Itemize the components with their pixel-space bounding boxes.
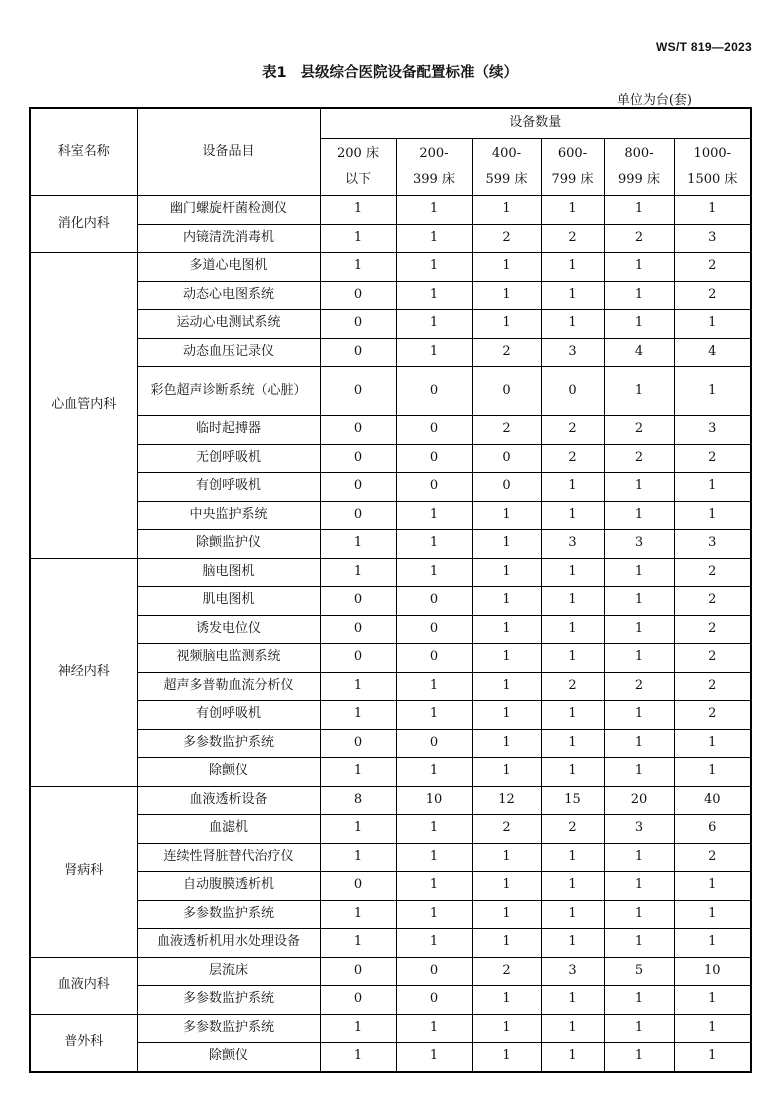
item-cell: 彩色超声诊断系统（心脏） xyxy=(137,367,320,416)
qty-cell: 1 xyxy=(472,843,541,872)
qty-cell: 0 xyxy=(320,957,396,986)
table-row xyxy=(30,701,751,730)
table-row xyxy=(30,1043,751,1072)
table-row xyxy=(30,957,751,986)
qty-cell: 2 xyxy=(541,815,604,844)
qty-cell: 1 xyxy=(396,310,472,339)
qty-cell: 0 xyxy=(320,501,396,530)
table-row xyxy=(30,872,751,901)
table-row xyxy=(30,501,751,530)
qty-cell: 1 xyxy=(396,843,472,872)
qty-cell: 2 xyxy=(472,416,541,445)
qty-cell: 1 xyxy=(396,900,472,929)
qty-cell: 0 xyxy=(396,615,472,644)
qty-cell: 1 xyxy=(604,758,674,787)
qty-cell: 3 xyxy=(604,815,674,844)
table-title xyxy=(0,61,780,82)
qty-cell: 10 xyxy=(396,786,472,815)
qty-cell: 1 xyxy=(674,929,751,958)
qty-cell: 12 xyxy=(472,786,541,815)
item-cell: 运动心电测试系统 xyxy=(137,310,320,339)
qty-cell: 0 xyxy=(320,587,396,616)
qty-cell: 2 xyxy=(674,253,751,282)
qty-cell: 0 xyxy=(396,957,472,986)
qty-cell: 0 xyxy=(320,444,396,473)
qty-cell: 0 xyxy=(396,644,472,673)
qty-cell: 1 xyxy=(396,224,472,253)
table-row xyxy=(30,338,751,367)
qty-cell: 3 xyxy=(674,224,751,253)
header-beds-line: 600- xyxy=(557,146,588,161)
table-row xyxy=(30,786,751,815)
qty-cell: 1 xyxy=(604,701,674,730)
qty-cell: 2 xyxy=(674,558,751,587)
qty-cell: 2 xyxy=(604,672,674,701)
qty-cell: 2 xyxy=(674,587,751,616)
header-beds-line: 1500 床 xyxy=(687,172,738,187)
qty-cell: 6 xyxy=(674,815,751,844)
qty-cell: 2 xyxy=(604,224,674,253)
qty-cell: 2 xyxy=(541,224,604,253)
qty-cell: 10 xyxy=(674,957,751,986)
qty-cell: 1 xyxy=(541,1043,604,1072)
header-beds-line: 1000- xyxy=(693,146,732,161)
qty-cell: 3 xyxy=(541,957,604,986)
item-cell: 临时起搏器 xyxy=(137,416,320,445)
table-body xyxy=(30,196,751,1072)
qty-cell: 1 xyxy=(396,338,472,367)
qty-cell: 1 xyxy=(472,986,541,1015)
qty-cell: 0 xyxy=(320,644,396,673)
qty-cell: 1 xyxy=(604,558,674,587)
qty-cell: 1 xyxy=(541,929,604,958)
qty-cell: 1 xyxy=(604,729,674,758)
qty-cell: 1 xyxy=(472,872,541,901)
qty-cell: 2 xyxy=(604,416,674,445)
qty-cell: 1 xyxy=(320,530,396,559)
qty-cell: 1 xyxy=(396,929,472,958)
item-cell: 无创呼吸机 xyxy=(137,444,320,473)
header-item: 设备品目 xyxy=(137,108,320,196)
qty-cell: 1 xyxy=(396,815,472,844)
qty-cell: 1 xyxy=(396,196,472,225)
dept-cell: 血液内科 xyxy=(30,957,137,1014)
qty-cell: 1 xyxy=(604,843,674,872)
qty-cell: 1 xyxy=(320,900,396,929)
qty-cell: 1 xyxy=(674,872,751,901)
item-cell: 视频脑电监测系统 xyxy=(137,644,320,673)
qty-cell: 1 xyxy=(604,644,674,673)
qty-cell: 1 xyxy=(541,558,604,587)
qty-cell: 15 xyxy=(541,786,604,815)
dept-cell: 普外科 xyxy=(30,1014,137,1072)
qty-cell: 0 xyxy=(396,444,472,473)
qty-cell: 8 xyxy=(320,786,396,815)
qty-cell: 1 xyxy=(604,501,674,530)
table-title-text: 县级综合医院设备配置标准（续） xyxy=(300,65,519,81)
header-beds-line: 200 床 xyxy=(337,146,379,161)
qty-cell: 1 xyxy=(541,644,604,673)
qty-cell: 1 xyxy=(472,900,541,929)
qty-cell: 1 xyxy=(472,929,541,958)
qty-cell: 1 xyxy=(541,615,604,644)
qty-cell: 1 xyxy=(472,281,541,310)
qty-cell: 1 xyxy=(320,1043,396,1072)
table-row xyxy=(30,615,751,644)
equipment-table xyxy=(29,107,752,1073)
header-beds-1 xyxy=(320,139,396,196)
table-row xyxy=(30,815,751,844)
qty-cell: 1 xyxy=(320,758,396,787)
qty-cell: 0 xyxy=(320,310,396,339)
dept-cell: 肾病科 xyxy=(30,786,137,957)
item-cell: 除颤仪 xyxy=(137,758,320,787)
qty-cell: 1 xyxy=(674,473,751,502)
qty-cell: 1 xyxy=(472,253,541,282)
qty-cell: 1 xyxy=(541,310,604,339)
qty-cell: 0 xyxy=(472,473,541,502)
qty-cell: 1 xyxy=(320,1014,396,1043)
qty-cell: 1 xyxy=(396,1014,472,1043)
qty-cell: 2 xyxy=(674,701,751,730)
qty-cell: 3 xyxy=(674,416,751,445)
qty-cell: 1 xyxy=(674,196,751,225)
item-cell: 连续性肾脏替代治疗仪 xyxy=(137,843,320,872)
header-beds-6 xyxy=(674,139,751,196)
qty-cell: 1 xyxy=(320,253,396,282)
table-row xyxy=(30,900,751,929)
qty-cell: 1 xyxy=(396,530,472,559)
item-cell: 多道心电图机 xyxy=(137,253,320,282)
qty-cell: 1 xyxy=(541,1014,604,1043)
header-beds-5 xyxy=(604,139,674,196)
header-beds-3 xyxy=(472,139,541,196)
qty-cell: 1 xyxy=(396,672,472,701)
table-row xyxy=(30,473,751,502)
qty-cell: 1 xyxy=(320,701,396,730)
qty-cell: 0 xyxy=(396,416,472,445)
header-beds-line: 999 床 xyxy=(618,172,660,187)
item-cell: 有创呼吸机 xyxy=(137,701,320,730)
table-row xyxy=(30,196,751,225)
qty-cell: 0 xyxy=(396,367,472,416)
item-cell: 层流床 xyxy=(137,957,320,986)
item-cell: 肌电图机 xyxy=(137,587,320,616)
header-beds-line: 400- xyxy=(491,146,522,161)
qty-cell: 1 xyxy=(541,473,604,502)
qty-cell: 2 xyxy=(674,644,751,673)
header-dept: 科室名称 xyxy=(30,108,137,196)
qty-cell: 1 xyxy=(541,196,604,225)
qty-cell: 2 xyxy=(674,672,751,701)
qty-cell: 1 xyxy=(674,1014,751,1043)
table-row xyxy=(30,444,751,473)
item-cell: 多参数监护系统 xyxy=(137,729,320,758)
qty-cell: 1 xyxy=(674,986,751,1015)
qty-cell: 1 xyxy=(674,758,751,787)
item-cell: 诱发电位仪 xyxy=(137,615,320,644)
qty-cell: 1 xyxy=(604,281,674,310)
qty-cell: 2 xyxy=(472,338,541,367)
table-row xyxy=(30,367,751,416)
table-row xyxy=(30,929,751,958)
qty-cell: 1 xyxy=(604,900,674,929)
qty-cell: 1 xyxy=(541,986,604,1015)
qty-cell: 1 xyxy=(674,729,751,758)
qty-cell: 0 xyxy=(396,473,472,502)
header-beds-line: 200- xyxy=(419,146,449,161)
qty-cell: 1 xyxy=(472,758,541,787)
qty-cell: 1 xyxy=(472,672,541,701)
item-cell: 多参数监护系统 xyxy=(137,900,320,929)
qty-cell: 1 xyxy=(472,729,541,758)
qty-cell: 1 xyxy=(396,758,472,787)
qty-cell: 1 xyxy=(541,758,604,787)
header-beds-4 xyxy=(541,139,604,196)
qty-cell: 4 xyxy=(604,338,674,367)
qty-cell: 2 xyxy=(674,281,751,310)
table-row xyxy=(30,986,751,1015)
qty-cell: 2 xyxy=(674,444,751,473)
qty-cell: 1 xyxy=(472,530,541,559)
qty-cell: 1 xyxy=(320,196,396,225)
qty-cell: 0 xyxy=(320,338,396,367)
qty-cell: 1 xyxy=(472,501,541,530)
qty-cell: 2 xyxy=(472,815,541,844)
table-row xyxy=(30,224,751,253)
qty-cell: 1 xyxy=(396,501,472,530)
qty-cell: 1 xyxy=(541,587,604,616)
qty-cell: 2 xyxy=(541,416,604,445)
qty-cell: 0 xyxy=(541,367,604,416)
qty-cell: 1 xyxy=(472,587,541,616)
unit-note: 单位为台(套) xyxy=(616,93,692,108)
qty-cell: 1 xyxy=(472,196,541,225)
qty-cell: 1 xyxy=(674,367,751,416)
qty-cell: 1 xyxy=(674,501,751,530)
qty-cell: 1 xyxy=(604,253,674,282)
qty-cell: 1 xyxy=(604,1014,674,1043)
qty-cell: 0 xyxy=(320,986,396,1015)
table-row xyxy=(30,558,751,587)
qty-cell: 1 xyxy=(541,900,604,929)
item-cell: 除颤监护仪 xyxy=(137,530,320,559)
qty-cell: 1 xyxy=(604,310,674,339)
qty-cell: 1 xyxy=(320,815,396,844)
item-cell: 除颤仪 xyxy=(137,1043,320,1072)
qty-cell: 1 xyxy=(396,701,472,730)
header-beds-line: 以下 xyxy=(344,172,371,187)
item-cell: 血滤机 xyxy=(137,815,320,844)
qty-cell: 1 xyxy=(396,253,472,282)
qty-cell: 3 xyxy=(604,530,674,559)
qty-cell: 1 xyxy=(674,900,751,929)
qty-cell: 1 xyxy=(472,644,541,673)
item-cell: 血液透析机用水处理设备 xyxy=(137,929,320,958)
header-beds-line: 599 床 xyxy=(485,172,528,187)
table-row xyxy=(30,843,751,872)
item-cell: 幽门螺旋杆菌检测仪 xyxy=(137,196,320,225)
table-number: 表1 xyxy=(261,65,287,81)
qty-cell: 0 xyxy=(320,416,396,445)
qty-cell: 0 xyxy=(396,587,472,616)
qty-cell: 2 xyxy=(674,615,751,644)
item-cell: 多参数监护系统 xyxy=(137,986,320,1015)
header-beds-2 xyxy=(396,139,472,196)
qty-cell: 3 xyxy=(541,338,604,367)
table-row xyxy=(30,281,751,310)
header-beds-line: 800- xyxy=(624,146,654,161)
table-row xyxy=(30,644,751,673)
qty-cell: 0 xyxy=(472,367,541,416)
item-cell: 动态血压记录仪 xyxy=(137,338,320,367)
table-row xyxy=(30,729,751,758)
qty-cell: 1 xyxy=(472,1014,541,1043)
item-cell: 脑电图机 xyxy=(137,558,320,587)
item-cell: 动态心电图系统 xyxy=(137,281,320,310)
qty-cell: 1 xyxy=(472,310,541,339)
qty-cell: 1 xyxy=(674,310,751,339)
table-row xyxy=(30,416,751,445)
dept-cell: 神经内科 xyxy=(30,558,137,786)
qty-cell: 1 xyxy=(604,473,674,502)
qty-cell: 1 xyxy=(604,929,674,958)
qty-cell: 1 xyxy=(541,843,604,872)
qty-cell: 1 xyxy=(472,1043,541,1072)
qty-cell: 1 xyxy=(472,701,541,730)
qty-cell: 2 xyxy=(674,843,751,872)
qty-cell: 1 xyxy=(604,367,674,416)
qty-cell: 20 xyxy=(604,786,674,815)
qty-cell: 0 xyxy=(396,729,472,758)
header-beds-line: 399 床 xyxy=(413,172,455,187)
table-row xyxy=(30,587,751,616)
qty-cell: 1 xyxy=(396,872,472,901)
table-row xyxy=(30,758,751,787)
qty-cell: 3 xyxy=(541,530,604,559)
qty-cell: 1 xyxy=(396,558,472,587)
qty-cell: 1 xyxy=(320,929,396,958)
qty-cell: 1 xyxy=(472,615,541,644)
qty-cell: 1 xyxy=(320,558,396,587)
table-row xyxy=(30,1014,751,1043)
item-cell: 超声多普勒血流分析仪 xyxy=(137,672,320,701)
standard-number: WS/T 819—2023 xyxy=(656,40,752,54)
item-cell: 有创呼吸机 xyxy=(137,473,320,502)
qty-cell: 0 xyxy=(320,281,396,310)
qty-cell: 1 xyxy=(320,672,396,701)
qty-cell: 2 xyxy=(541,444,604,473)
qty-cell: 1 xyxy=(604,1043,674,1072)
qty-cell: 0 xyxy=(396,986,472,1015)
qty-cell: 5 xyxy=(604,957,674,986)
qty-cell: 0 xyxy=(320,367,396,416)
qty-cell: 4 xyxy=(674,338,751,367)
qty-cell: 1 xyxy=(604,615,674,644)
qty-cell: 1 xyxy=(604,986,674,1015)
table-row xyxy=(30,530,751,559)
qty-cell: 1 xyxy=(604,196,674,225)
qty-cell: 0 xyxy=(472,444,541,473)
qty-cell: 0 xyxy=(320,872,396,901)
item-cell: 多参数监护系统 xyxy=(137,1014,320,1043)
qty-cell: 1 xyxy=(604,872,674,901)
qty-cell: 0 xyxy=(320,729,396,758)
item-cell: 自动腹膜透析机 xyxy=(137,872,320,901)
qty-cell: 2 xyxy=(604,444,674,473)
qty-cell: 1 xyxy=(472,558,541,587)
qty-cell: 1 xyxy=(541,253,604,282)
item-cell: 血液透析设备 xyxy=(137,786,320,815)
qty-cell: 1 xyxy=(320,843,396,872)
qty-cell: 0 xyxy=(320,615,396,644)
qty-cell: 1 xyxy=(541,729,604,758)
qty-cell: 40 xyxy=(674,786,751,815)
qty-cell: 1 xyxy=(541,872,604,901)
qty-cell: 1 xyxy=(674,1043,751,1072)
qty-cell: 1 xyxy=(396,1043,472,1072)
qty-cell: 2 xyxy=(541,672,604,701)
qty-cell: 1 xyxy=(604,587,674,616)
header-beds-line: 799 床 xyxy=(551,172,594,187)
table-row xyxy=(30,253,751,282)
qty-cell: 1 xyxy=(541,701,604,730)
qty-cell: 3 xyxy=(674,530,751,559)
dept-cell: 心血管内科 xyxy=(30,253,137,559)
table-row xyxy=(30,672,751,701)
qty-cell: 2 xyxy=(472,957,541,986)
qty-cell: 0 xyxy=(320,473,396,502)
qty-cell: 1 xyxy=(541,281,604,310)
dept-cell: 消化内科 xyxy=(30,196,137,253)
qty-cell: 2 xyxy=(472,224,541,253)
qty-cell: 1 xyxy=(320,224,396,253)
table-row xyxy=(30,310,751,339)
item-cell: 中央监护系统 xyxy=(137,501,320,530)
item-cell: 内镜清洗消毒机 xyxy=(137,224,320,253)
qty-cell: 1 xyxy=(541,501,604,530)
qty-cell: 1 xyxy=(396,281,472,310)
header-qty-group: 设备数量 xyxy=(320,108,751,139)
